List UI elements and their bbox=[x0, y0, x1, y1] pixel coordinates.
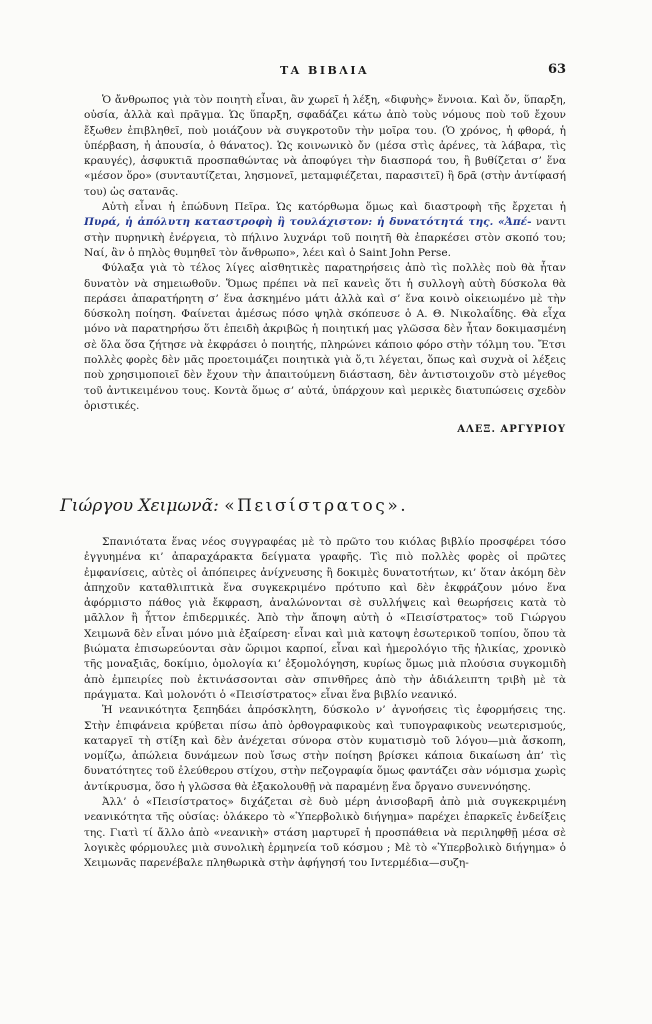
paragraph bbox=[84, 200, 566, 261]
page-number: 63 bbox=[548, 62, 567, 77]
paragraph: Φύλαξα γιὰ τὸ τέλος λίγες αἰσθητικὲς παρατηρήσεις ἀπὸ τὶς πολλὲς ποὺ θὰ ἦταν δυνατὸν νὰ σημειωθοῦν. Ὅμως πρέπει νὰ πεῖ κανεὶς ὅτι ἡ συλλογὴ αὐτὴ δύσκολα θὰ περάσει ἀπαρατήρητη σ’ ἕνα ἀσκημένο μάτι ἀλλὰ καὶ σ’ ἕνα κοινὸ οἰκειωμένο μὲ τὴν δύσκολη ποίηση. Φαίνεται ἀμέσως πόσο ψηλὰ σκόπευσε ὁ Α. Θ. Νικολαΐδης. Θὰ εἶχα μόνο νὰ παρατηρήσω ὅτι ἐπειδὴ ἀκριβῶς ἡ ποιητική μας γλῶσσα δὲν ἦταν δοκιμασμένη σὲ ὅλα ὅσα ζήτησε νὰ ἐκφράσει ὁ ποιητής, πληρώνει κάποιο φόρο στὴν τόλμη του. Ἔτσι πολλὲς φορὲς δὲν μᾶς προετοιμάζει ποιητικὰ γιὰ ὅ,τι λέγεται, ὅπως καὶ συχνὰ οἱ λέξεις ποὺ χρησιμοποιεῖ δὲν ἔχουν τὴν ἀπαιτούμενη διάσταση, δὲν ἀντιστοιχοῦν στὸ μέγεθος τοῦ ἀντικειμένου τους. Κοντὰ ὅμως σ’ αὐτά, ὑπάρχουν καὶ μερικὲς διατυπώσεις σχεδὸν ὁριστικές. bbox=[84, 262, 566, 412]
paragraph: Ὁ ἄνθρωπος γιὰ τὸν ποιητὴ εἶναι, ἂν χωρεῖ ἡ λέξη, «διφυὴς» ἔννοια. Καὶ ὄν, ὕπαρξη, οὐσία, ἀλλὰ καὶ πρᾶγμα. Ὡς ὕπαρξη, σφαδάζει κάτω ἀπὸ τοὺς νόμους ποὺ τοῦ ἔχουν ἔξωθεν ἐπιβληθεῖ, ποὺ μοιάζουν νὰ συγκροτοῦν τὴν μοῖρα του. (Ὁ χρόνος, ἡ φθορά, ἡ ὑπέρβαση, ἡ ἀπουσία, ὁ θάνατος). Ὡς κοινωνικὸ ὄν (μέσα στὶς ἀρένες, τὰ λάβαρα, τὶς κραυγές), ἀσφυκτιᾶ προσπαθώντας νὰ ἀποφύγει τὴν διασπορά του, ἢ βυθίζεται σ’ ἕνα «μέσον ὅρο» (συνταυτίζεται, λησμονεῖ, μεταμφιέζεται, παρασιτεῖ) ἢ δρᾶ (στὴν ἀντίφασή του) ὡς σατανᾶς. bbox=[84, 94, 566, 198]
paragraph: Σπανιότατα ἕνας νέος συγγραφέας μὲ τὸ πρῶτο του κιόλας βιβλίο προσφέρει τόσο ἐγγυημένα κι’ ἀπαραχάρακτα δείγματα γραφῆς. Τὶς πιὸ πολλὲς φορὲς οἱ πρῶτες ἐμφανίσεις, αὐτὲς οἱ ἀπόπειρες ἀνίχνευσης ἢ δοκιμὲς δυνατοτήτων, κι’ ὅταν ἀκόμη δὲν ἀπηχοῦν καταθλιπτικὰ ἕνα συγκεκριμένο πρότυπο καὶ δὲν ἐκφράζουν μόνο ἕνα ἀφόρμιστο πάθος γιὰ ἔκφραση, ἀναλώνονται σὲ συλλήψεις καὶ θεωρήσεις κατὰ τὸ μᾶλλον ἢ ἧττον ἐπιδερμικές. Ἀπὸ τὴν ἄποψη αὐτὴ ὁ «Πεισίστρατος» τοῦ Γιώργου Χειμωνᾶ δὲν εἶναι μόνο μιὰ ἐξαίρεση· εἶναι καὶ μιὰ κατοψη ἐσωτερικοῦ τοπίου, ὅπου τὰ βιώματα ἐπισωρεύονται σὰν ὥριμοι καρποί, εἶναι καὶ ἡμερολόγιο τῆς ἡλικίας, χρονικὸ τῆς μοναξιᾶς, δοκίμιο, ὁμολογία κι’ ἐξομολόγηση, κυρίως ὅμως μιὰ πλούσια συγκομιδὴ ἀπὸ ἐμπειρίες ποὺ ἐκτινάσσονται σὰν σπινθῆρες ἀπὸ τὴν ἀδιάλειπτη τριβὴ μὲ τὰ πράγματα. Καὶ μολονότι ὁ «Πεισίστρατος» εἶναι ἕνα βιβλίο νεανικό. bbox=[84, 536, 566, 701]
paragraph: Ἡ νεανικότητα ξεπηδάει ἀπρόσκλητη, δύσκολο ν’ ἀγνοήσεις τὶς ἐφορμήσεις της. Στὴν ἐπιφάνεια κρύβεται πίσω ἀπὸ ὀρθογραφικοὺς καὶ τυπογραφικοὺς νεωτερισμούς, καταργεῖ τὴ στίξη καὶ δὲν ἀνέχεται σύνορα στὸν κυματισμὸ τοῦ λόγου—μιὰ ἄσκοπη, νομίζω, ἀπώλεια δυνάμεων ποὺ ἴσως στὴν ποίηση βρίσκει κάποια δικαίωση ἀπ’ τὶς δυνατότητες τοῦ ἐλεύθερου στίχου, στὴν πεζογραφία ὅμως φαντάζει σὰν νόμισμα χωρὶς ἀντίκρυσμα, ὅσο ἡ γλῶσσα θὰ ἐξακολουθῇ νὰ παραμένῃ ἕνα ὄργανο συνεννόησης. bbox=[84, 704, 566, 793]
paragraph-rest: ναντι στὴν πυρηνικὴ ἐνέργεια, τὸ πήλινο λυχνάρι τοῦ ποιητῆ θὰ ἐπαρκέσει στὸν σκοπό του; Ναί, ἂν ὁ πηλὸς θυμηθεῖ τὸν ἄνθρωπο», λέει καὶ ὁ Saint John Perse. bbox=[84, 216, 566, 259]
paragraph: Ἀλλ’ ὁ «Πεισίστρατος» διχάζεται σὲ δυὸ μέρη ἀνισοβαρῆ ἀπὸ μιὰ συγκεκριμένη νεανικότητα τῆς οὐσίας: ὁλάκερο τὸ «Ὑπερβολικὸ διήγημα» παρέχει ἐπαρκεῖς ἐνδείξεις της. Γιατὶ τί ἄλλο ἀπὸ «νεανικὴ» στάση μαρτυρεῖ ἡ προσπάθεια νὰ περιληφθῇ μέσα σὲ λογικὲς φόρμουλες μιὰ συνολικὴ ἑρμηνεία τοῦ κόσμου ; Μὲ τὸ «Ὑπερβολικὸ διήγημα» ὁ Χειμωνᾶς παρενέβαλε πληθωρικὰ στὴν ἀφήγησή του Ιντερμέδια—συζη- bbox=[84, 796, 566, 870]
review-text-1 bbox=[84, 93, 566, 438]
highlighted-phrase: Πυρά, ἡ ἀπόλυτη καταστροφὴ ἢ τουλάχιστον: ἡ δυνατότητά της. «Ἀπέ- bbox=[84, 216, 532, 229]
author-signature: ΑΛΕΞ. ΑΡΓΥΡΙΟΥ bbox=[457, 424, 566, 436]
heading-author: Γιώργου Χειμωνᾶ: bbox=[60, 496, 219, 516]
running-header: ΤΑ ΒΙΒΛΙΑ bbox=[280, 64, 370, 77]
review-heading bbox=[60, 496, 408, 516]
paragraph-lead: Αὐτὴ εἶναι ἡ ἐπώδυνη Πεῖρα. Ὡς κατόρθωμα ὅμως καὶ διαστροφὴ τῆς ἔρχεται ἡ bbox=[102, 201, 566, 214]
review-text-2 bbox=[84, 535, 566, 872]
heading-title: «Πεισίστρατος». bbox=[224, 496, 409, 516]
